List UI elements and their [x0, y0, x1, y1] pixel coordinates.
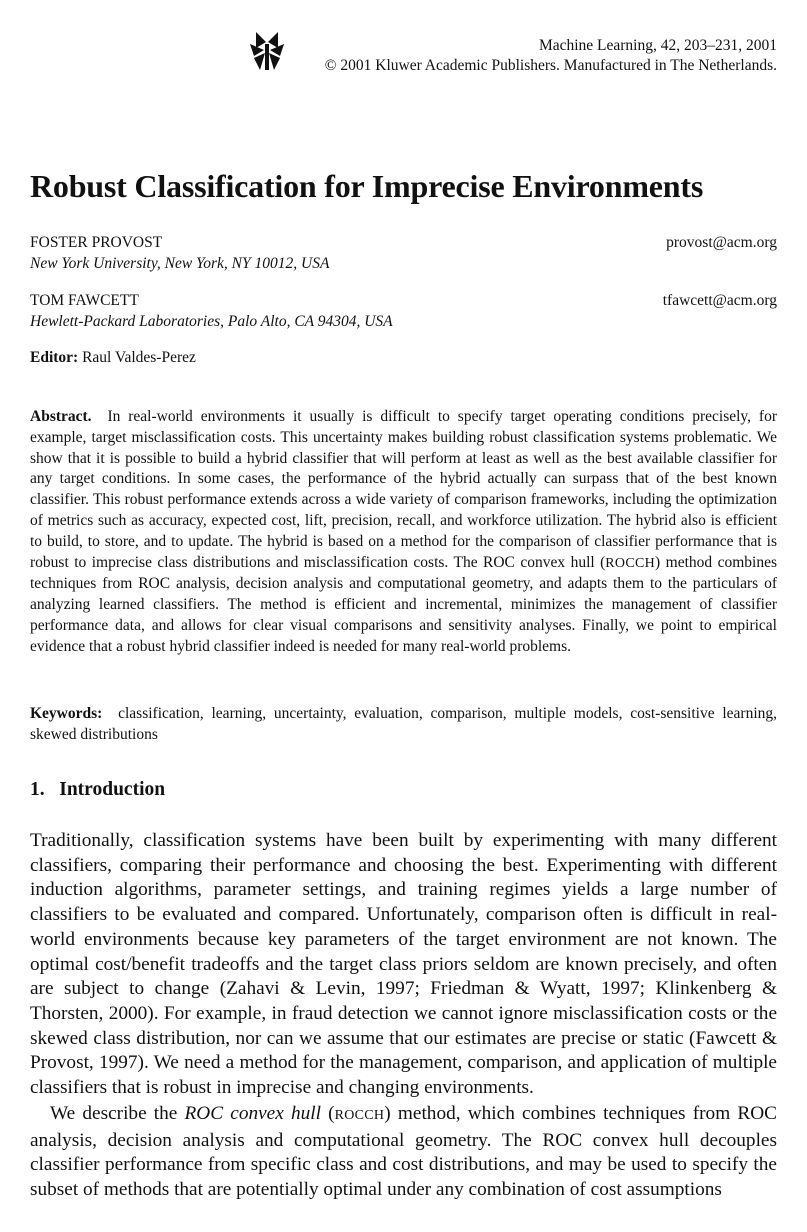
keywords-text: classification, learning, uncertainty, evaluation, comparison, multiple models, cost-sensitive learning, skewed distributions [30, 705, 777, 743]
abstract [30, 407, 777, 658]
author-block [30, 290, 777, 334]
section-heading [30, 779, 165, 801]
journal-header [325, 36, 777, 76]
intro-paragraph [30, 1102, 777, 1203]
intro-paragraph: Traditionally, classification systems have been built by experimenting with many different classifiers, comparing their performance and choosing the best. Experimenting with different induction algorithms, parameter settings, and training regimes yields a large number of classifiers to be evaluated and compared. Unfortunately, comparison often is difficult in real-world environments because key parameters of the target environment are not known. The optimal cost/benefit tradeoffs and the target class priors seldom are known precisely, and often are subject to change (Zahavi & Levin, 1997; Friedman & Wyatt, 1997; Klinkenberg & Thorsten, 2000). For example, in fraud detection we cannot ignore misclassification costs or the skewed class distribution, nor can we assume that our estimates are precise or static (Fawcett & Provost, 1997). We need a method for the management, comparison, and application of multiple classifiers that is robust in imprecise and changing environments. [30, 830, 777, 1099]
abstract-label: Abstract. [30, 408, 92, 425]
editor-label: Editor: [30, 349, 79, 366]
journal-citation: Machine Learning, 42, 203–231, 2001 [538, 37, 777, 54]
author-email: tfawcett@acm.org [662, 292, 777, 309]
author-name: FOSTER PROVOST [30, 234, 163, 251]
section-number: 1. [30, 779, 45, 800]
keywords-label: Keywords: [30, 705, 103, 722]
publisher-logo-icon [248, 30, 286, 72]
abstract-acronym: ROCCH [605, 555, 656, 571]
intro-text: ( [320, 1103, 335, 1124]
keywords [30, 704, 777, 746]
editor-name: Raul Valdes-Perez [82, 349, 196, 366]
editor-line [30, 349, 196, 367]
section-title: Introduction [59, 779, 166, 800]
author-email: provost@acm.org [666, 234, 777, 251]
author-affiliation: Hewlett-Packard Laboratories, Palo Alto, CA 94304, USA [30, 313, 393, 330]
abstract-text: In real-world environments it usually is difficult to specify target operating conditions precisely, for example, target misclassification costs. This uncertainty makes building robust classification systems problematic. We show that it is possible to build a hybrid classifier that will perform at least as well as the best available classifier for any target conditions. In some cases, the performance of the hybrid actually can surpass that of the best known classifier. This robust performance extends across a wide variety of comparison frameworks, including the optimization of metrics such as accuracy, expected cost, lift, precision, recall, and workforce utilization. The hybrid also is efficient to build, to store, and to update. The hybrid is based on a method for the comparison of classifier performance that is robust to imprecise class distributions and misclassification costs. The ROC convex hull ( [30, 408, 778, 571]
intro-text: We describe the [50, 1103, 185, 1124]
intro-text: ) method, which combines techniques from ROC analysis, decision analysis and computational geometry. The ROC convex hull decouples classifier performance from specific class and cost distributions, and may be used to specify the subset of methods that are potentially optimal under any combination of cost assumptions [30, 1103, 778, 1201]
copyright-line: © 2001 Kluwer Academic Publishers. Manufactured in The Netherlands. [324, 57, 777, 74]
paper-title: Robust Classification for Imprecise Environments [30, 168, 704, 204]
abstract-text-cont: ) method combines techniques from ROC analysis, decision analysis and computational geometry, and adapts them to the particulars of analyzing learned classifiers. The method is efficient and incremental, minimizes the management of classifier performance data, and allows for clear visual comparisons and sensitivity analyses. Finally, we point to empirical evidence that a robust hybrid classifier indeed is needed for many real-world problems. [30, 553, 777, 655]
author-name: TOM FAWCETT [30, 292, 139, 309]
author-affiliation: New York University, New York, NY 10012, USA [30, 255, 330, 272]
author-block [30, 232, 777, 276]
intro-term: ROC convex hull [184, 1103, 321, 1124]
intro-acronym: ROCCH [334, 1108, 385, 1123]
